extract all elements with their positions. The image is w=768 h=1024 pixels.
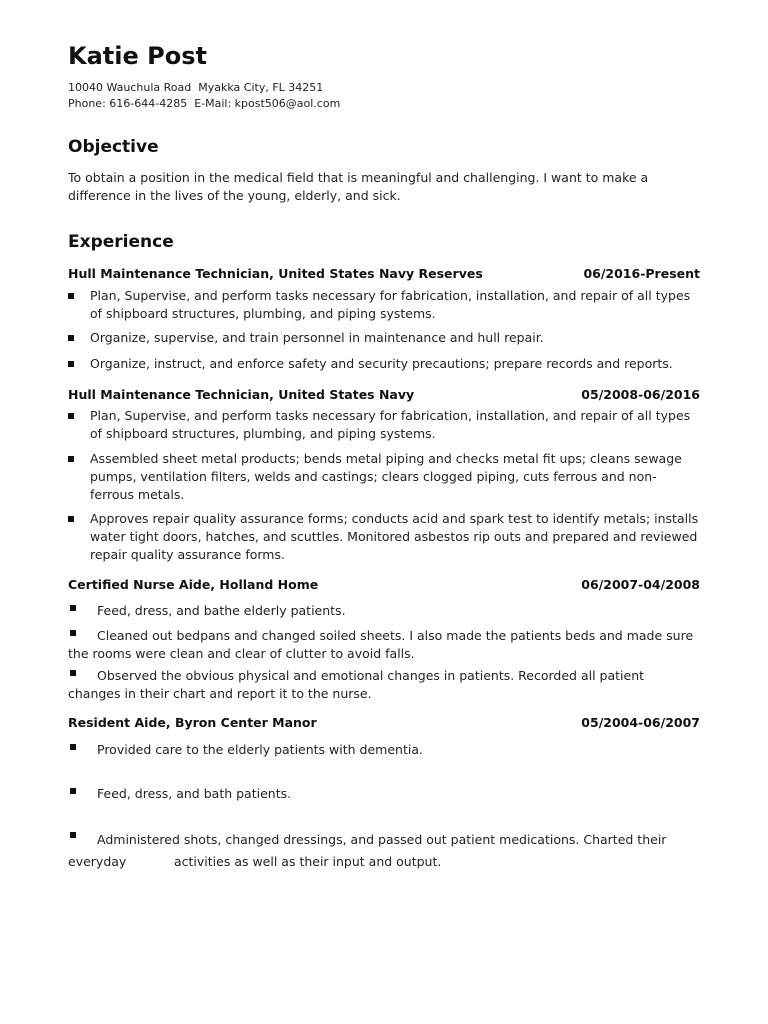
- job-title: Hull Maintenance Technician, United States Navy: [68, 387, 415, 402]
- bullet-text: Approves repair quality assurance forms; conducts acid and spark test to identify metals; installs water tight doors, hatches, and scuttles. Monitored asbestos rip outs and prepared and reviewed repair quality assurance forms.: [90, 511, 699, 562]
- bullet-text: Provided care to the elderly patients with dementia.: [97, 742, 423, 757]
- bullet-square-icon: [68, 293, 74, 299]
- bullet-text: Cleaned out bedpans and changed soiled sheets. I also made the patients beds and made sure the rooms were clean and clear of clutter to avoid falls.: [68, 628, 694, 661]
- job-dates: 06/2016-Present: [583, 266, 700, 281]
- job-dates: 05/2004-06/2007: [581, 715, 700, 730]
- experience-heading: Experience: [68, 232, 174, 252]
- bullet-square-icon: [68, 361, 74, 367]
- bullet-square-icon: [70, 744, 76, 750]
- bullet-square-icon: [68, 456, 74, 462]
- bullet-square-icon: [68, 516, 74, 522]
- job-title: Hull Maintenance Technician, United States Navy Reserves: [68, 266, 483, 281]
- job-bullet: [68, 602, 700, 620]
- bullet-text: Assembled sheet metal products; bends metal piping and checks metal fit ups; cleans sewage pumps, ventilation filters, welds and castings; clears clogged piping, cuts ferrous and non-ferrous metals.: [90, 451, 682, 502]
- job-bullet: [68, 785, 700, 803]
- bullet-square-icon: [70, 630, 76, 636]
- bullet-text: Organize, instruct, and enforce safety and security precautions; prepare records and reports.: [90, 356, 673, 371]
- job-bullet: [68, 741, 700, 759]
- job-dates: 06/2007-04/2008: [581, 577, 700, 592]
- bullet-square-icon: [68, 413, 74, 419]
- bullet-text: Organize, supervise, and train personnel in maintenance and hull repair.: [90, 330, 544, 345]
- bullet-text: Administered shots, changed dressings, and passed out patient medications. Charted their everyday activities as well as their input and output.: [68, 832, 671, 869]
- phone-email-line: Phone: 616-644-4285 E-Mail: kpost506@aol.com: [68, 97, 341, 110]
- bullet-text: Feed, dress, and bathe elderly patients.: [97, 603, 346, 618]
- job-bullet: [68, 329, 700, 347]
- address-line: 10040 Wauchula Road Myakka City, FL 34251: [68, 81, 324, 94]
- bullet-square-icon: [70, 670, 76, 676]
- bullet-text: Plan, Supervise, and perform tasks necessary for fabrication, installation, and repair of all types of shipboard structures, plumbing, and piping systems.: [90, 288, 691, 321]
- bullet-square-icon: [70, 788, 76, 794]
- bullet-square-icon: [70, 605, 76, 611]
- bullet-text: Feed, dress, and bath patients.: [97, 786, 292, 801]
- job-bullet: [68, 287, 700, 323]
- job-title: Resident Aide, Byron Center Manor: [68, 715, 317, 730]
- bullet-text: Observed the obvious physical and emotional changes in patients. Recorded all patient changes in their chart and report it to the nurse.: [68, 668, 645, 701]
- resume-name: Katie Post: [68, 42, 207, 70]
- job-bullet: [68, 510, 700, 564]
- job-title: Certified Nurse Aide, Holland Home: [68, 577, 319, 592]
- job-bullet: [68, 829, 678, 873]
- objective-text: To obtain a position in the medical field that is meaningful and challenging. I want to make a difference in the lives of the young, elderly, and sick.: [68, 170, 649, 203]
- job-bullet: [68, 627, 708, 663]
- job-bullet: [68, 450, 700, 504]
- job-bullet: [68, 667, 668, 703]
- job-bullet: [68, 355, 700, 373]
- objective-heading: Objective: [68, 137, 159, 157]
- job-dates: 05/2008-06/2016: [581, 387, 700, 402]
- job-bullet: [68, 407, 700, 443]
- bullet-text: Plan, Supervise, and perform tasks necessary for fabrication, installation, and repair of all types of shipboard structures, plumbing, and piping systems.: [90, 408, 691, 441]
- bullet-square-icon: [70, 832, 76, 838]
- bullet-square-icon: [68, 335, 74, 341]
